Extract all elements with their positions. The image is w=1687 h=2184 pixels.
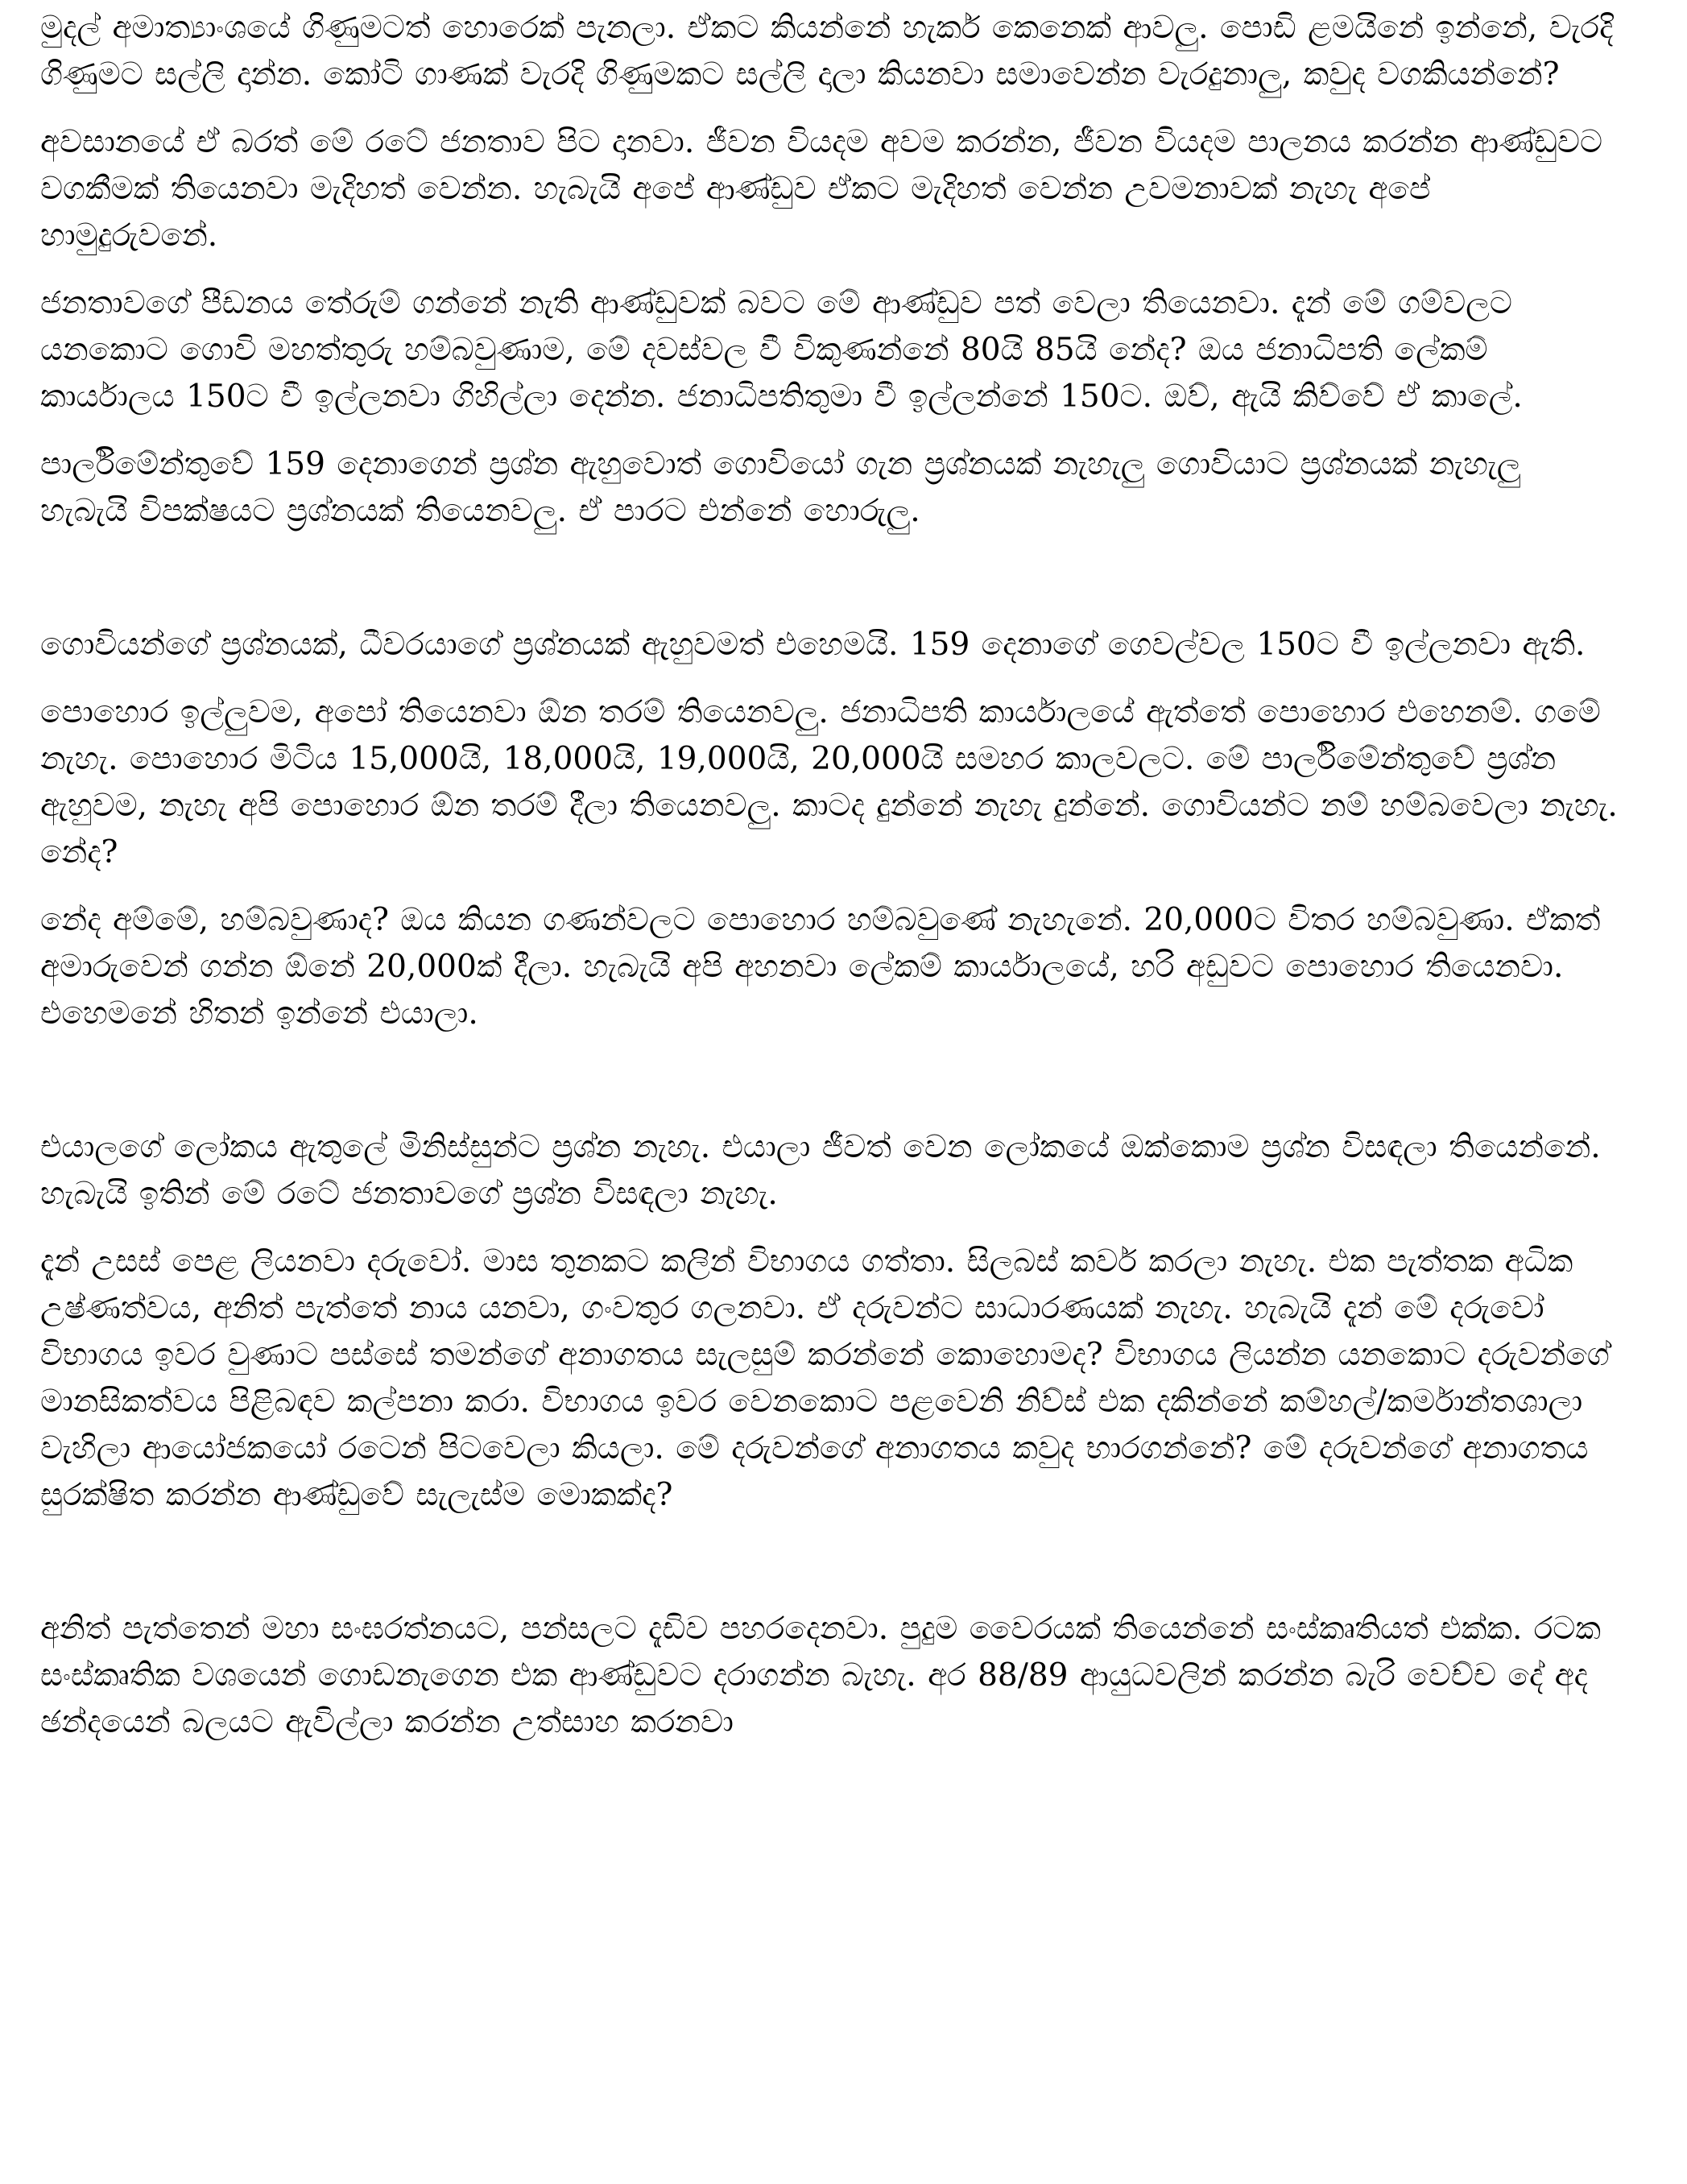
- paragraph-4: පාර්ලිමේන්තුවේ 159 දෙනාගෙන් ප්‍රශ්න ඇහුවොත් ගොවියෝ ගැන ප්‍රශ්නයක් නැහැලු ගොවියාට ප්‍රශ්නයක් නැහැලු හැබැයි විපක්ෂයට ප්‍රශ්නයක් තියෙනවලු. ඒ පාරට එන්නේ හොරුලු.: [40, 446, 1521, 529]
- paragraph-2: අවසානයේ ඒ බරත් මේ රටේ ජනතාව පිට දානවා. ජීවන වියදම අවම කරන්න, ජීවන වියදම පාලනය කරන්න ආණ්ඩුවට වගකීමක් තියෙනවා මැදිහත් වෙන්න. හැබැයි අපේ ආණ්ඩුව ඒකට මැදිහත් වෙන්න උවමනාවක් නැහැ අපේ හාමුදුරුවනේ.: [40, 124, 1602, 254]
- paragraph-gap: [40, 556, 1619, 622]
- paragraph-9: දැන් උසස් පෙළ ලියනවා දරුවෝ. මාස තුනකට කලින් විභාගය ගත්තා. සිලබස් කවර් කරලා නැහැ. එක පැත්තක අධික උෂ්ණත්වය, අනිත් පැත්තේ නාය යනවා, ගංවතුර ගලනවා. ඒ දරුවන්ට සාධාරණයක් නැහැ. හැබැයි දැන් මේ දරුවෝ විභාගය ඉවර වුණාට පස්සේ තමන්ගේ අනාගතය සැලසුම් කරන්නේ කොහොමද? විභාගය ලියන්න යනකොට දරුවන්ගේ මානසිකත්වය පිළිබඳව කල්පනා කරා. විභාගය ඉවර වෙනකොට පළවෙනි නිව්ස් එක දකින්නේ කම්හල්/කර්මාන්තශාලා වැහිලා ආයෝජකයෝ රටෙන් පිටවෙලා කියලා. මේ දරුවන්ගේ අනාගතය කවුද භාරගන්නේ? මේ දරුවන්ගේ අනාගතය සුරක්ෂිත කරන්න ආණ්ඩුවේ සැලැස්ම මොකක්ද?: [40, 1243, 1610, 1513]
- document-page: [40, 5, 1619, 1767]
- paragraph-5: ගොවියන්ගේ ප්‍රශ්නයක්, ධීවරයාගේ ප්‍රශ්නයක් ඇහුවමත් එහෙමයි. 159 දෙනාගේ ගෙවල්වල 150ට වී ඉල්ලනවා ඇති.: [40, 627, 1586, 663]
- paragraph-6: පොහොර ඉල්ලුවම, අපෝ තියෙනවා ඕන තරම් තියෙනවලු. ජනාධිපති කාර්යාලයේ ඇත්තේ පොහොර එහෙනම්. ගමේ නැහැ. පොහොර මිටිය 15,000යි, 18,000යි, 19,000යි, 20,000යි සමහර කාලවලට. මේ පාර්ලිමේන්තුවේ ප්‍රශ්න ඇහුවම, නැහැ අපි පොහොර ඕන තරම් දීලා තියෙනවලු. කාටද දුන්නේ නැහැ දුන්නේ. ගොවියන්ට නම් හම්බවෙලා නැහැ. නේද?: [40, 694, 1618, 871]
- paragraph-1: මුදල් අමාත්‍යාංශයේ ගිණුමටත් හොරෙක් පැනලා. ඒකට කියන්නේ හැකර් කෙනෙක් ආවලු. පොඩි ළමයිනේ ඉන්නේ, වැරදි ගිණුමට සල්ලි දාන්න. කෝටි ගාණක් වැරදි ගිණුමකට සල්ලි දාලා කියනවා සමාවෙන්න වැරදුනාලු, කවුද වගකියන්නේ?: [40, 10, 1614, 93]
- paragraph-7: නේද අම්මේ, හම්බවුණාද? ඔය කියන ගණන්වලට පොහොර හම්බවුණේ නැහැනේ. 20,000ට විතර හම්බවුණා. ඒකත් අමාරුවෙන් ගන්න ඕනේ 20,000ක් දීලා. හැබැයි අපි අහනවා ලේකම් කාර්යාලයේ, හරි අඩුවට පොහොර තියෙනවා. එහෙමනේ හිතන් ඉන්නේ එයාලා.: [40, 902, 1601, 1032]
- paragraph-gap: [40, 1540, 1619, 1606]
- paragraph-8: එයාලගේ ලෝකය ඇතුලේ මිනිස්සුන්ට ප්‍රශ්න නැහැ. එයාලා ජීවත් වෙන ලෝකයේ ඔක්කොම ප්‍රශ්න විසඳලා තියෙන්නේ. හැබැයි ඉතින් මේ රටේ ජනතාවගේ ප්‍රශ්න විසඳලා නැහැ.: [40, 1129, 1601, 1212]
- paragraph-gap: [40, 1058, 1619, 1124]
- paragraph-10: අනිත් පැත්තෙන් මහා සංඝරත්නයට, පන්සලට දැඩිව පහරදෙනවා. පුදුම වෛරයක් තියෙන්නේ සංස්කෘතියත් එක්ක. රටක සංස්කෘතික වශයෙන් ගොඩනැගෙන එක ආණ්ඩුවට දරාගන්න බැහැ. අර 88/89 ආයුධවලින් කරන්න බැරි වෙච්ච දේ අද ඡන්දයෙන් බලයට ඇවිල්ලා කරන්න උත්සාහ කරනවා: [40, 1611, 1602, 1740]
- paragraph-3: ජනතාවගේ පීඩනය තේරුම් ගන්නේ නැති ආණ්ඩුවක් බවට මේ ආණ්ඩුව පත් වෙලා තියෙනවා. දැන් මේ ගම්වලට යනකොට ගොවි මහත්තුරු හම්බවුණාම, මේ දවස්වල වී විකුණන්නේ 80යි 85යි නේද? ඔය ජනාධිපති ලේකම් කාර්යාලය 150ට වී ඉල්ලනවා ගිහිල්ලා දෙන්න. ජනාධිපතිතුමා වී ඉල්ලන්නේ 150ට. ඔව්, ඇයි කිව්වේ ඒ කාලේ.: [40, 285, 1523, 415]
